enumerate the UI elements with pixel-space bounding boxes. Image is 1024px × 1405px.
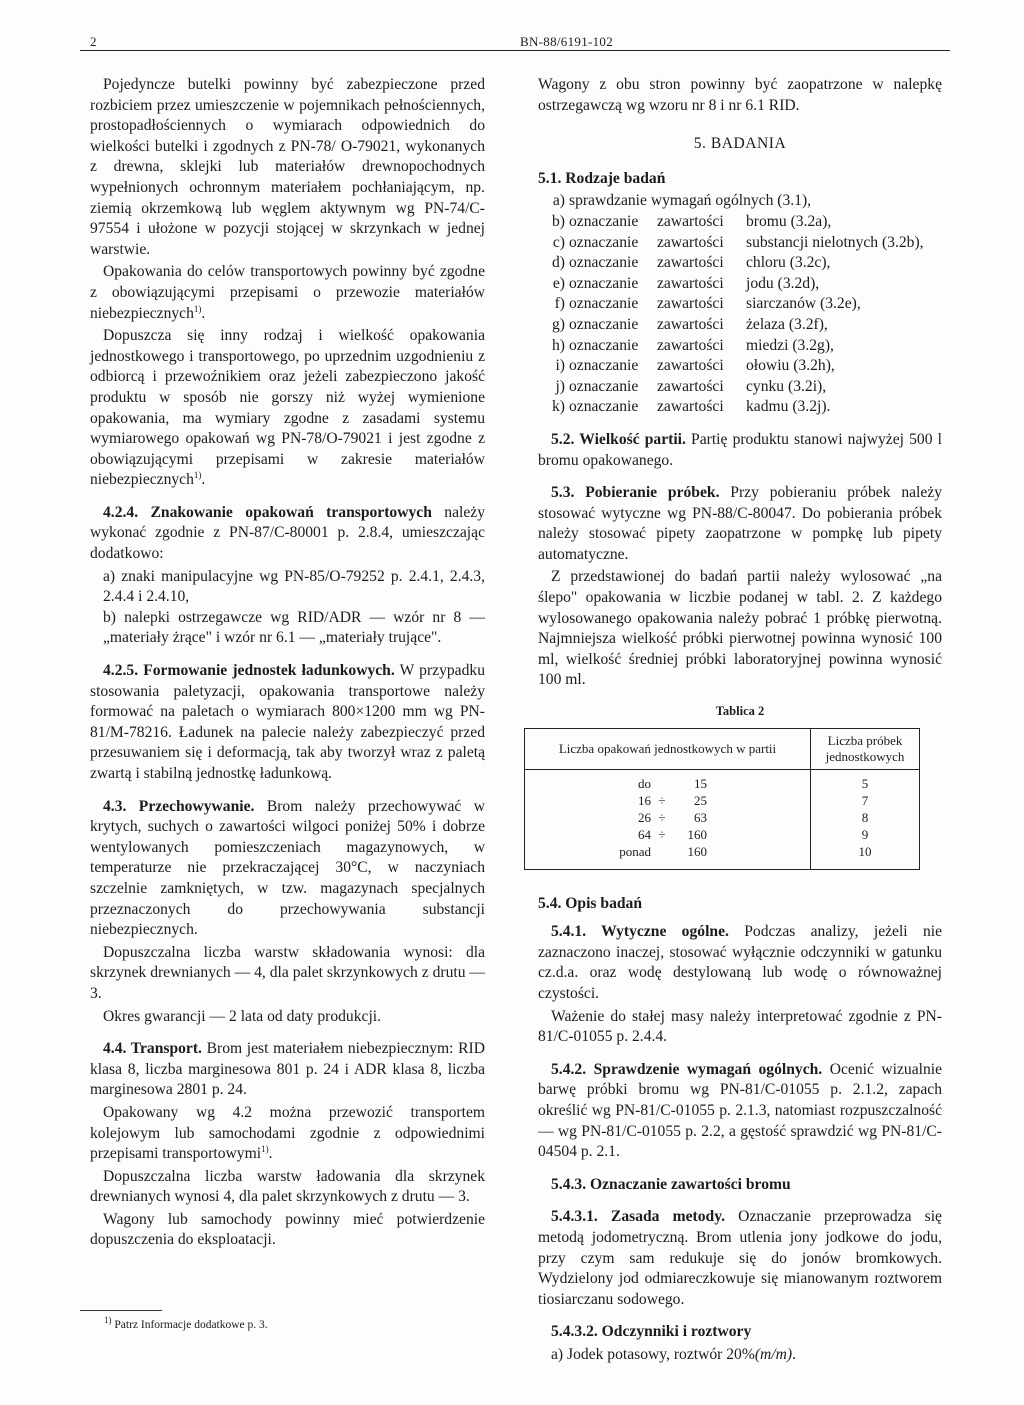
reagent-text: a) Jodek potasowy, roztwór 20%: [551, 1345, 755, 1363]
list-item: [538, 377, 942, 398]
section-heading: 5.4.3.1. Zasada metody.: [551, 1208, 726, 1226]
range-from: do: [638, 775, 651, 791]
table-row: [525, 769, 920, 869]
range-to: 25: [694, 792, 707, 808]
paragraph-transport-rules: Opakowany wg 4.2 można przewozić transportem kolejowym lub samochodami zgodnie z odpowiednimi przepisami transportowymi$^{1)}$.: [90, 1103, 485, 1163]
item-letter: e): [552, 274, 565, 292]
footnote-ref: 1): [261, 1143, 269, 1154]
range-from: 26: [638, 809, 651, 825]
item-mid: zawartości: [657, 357, 724, 375]
lot-range: [525, 776, 810, 793]
section-4-2-5: [90, 661, 485, 785]
section-5-4-2: [538, 1060, 942, 1163]
section-heading: 5.4.3.2. Odczynniki i roztwory: [551, 1323, 752, 1341]
page-header: [80, 30, 950, 51]
range-op: ÷: [658, 826, 666, 842]
item-mid: zawartości: [657, 336, 724, 354]
list-item: [538, 191, 942, 212]
paragraph-weighing: Ważenie do stałej masy należy interpretować zgodnie z PN-81/C-01055 p. 2.4.4.: [538, 1007, 942, 1046]
item-text: bromu (3.2a),: [746, 212, 832, 230]
paragraph-storage-layers: Dopuszczalna liczba warstw składowania wynosi: dla skrzynek drewnianych — 4, dla palet skrzynkowych z drutu — 3.: [90, 943, 485, 1002]
list-item: [538, 397, 942, 418]
item-verb: oznaczanie: [569, 336, 639, 354]
footnote: [104, 1315, 268, 1331]
item-text: miedzi (3.2g),: [746, 336, 834, 354]
paragraph-text: Opakowania do celów transportowych powinny być zgodne z obowiązującymi przepisami o przewozie materiałów niebezpiecznych: [90, 263, 485, 322]
section-text: W przypadku stosowania paletyzacji, opakowania transportowe należy formować na paletach o wymiarach 800×1200 mm wg PN-81/M-78216. Ładunek na palecie należy zabezpieczyć przed przesuwaniem się i deformacją, tak aby tworzył wraz z paletą zwartą i stabilną jednostkę ładunkową.: [90, 662, 485, 782]
list-item: [538, 356, 942, 377]
sample-count: 5: [861, 775, 869, 791]
lot-range: [525, 810, 810, 827]
item-text: jodu (3.2d),: [746, 274, 820, 292]
section-5-4-3-1: [538, 1207, 942, 1310]
item-letter: f): [554, 295, 565, 313]
item-text: żelaza (3.2f),: [746, 315, 828, 333]
section-heading: 4.2.4. Znakowanie opakowań transportowych: [103, 503, 432, 521]
item-letter: c): [552, 233, 565, 251]
section-5-1: [538, 169, 942, 190]
section-5-4-3: [538, 1175, 942, 1196]
list-item: [538, 253, 942, 274]
right-column: [538, 75, 942, 1368]
item-text: sprawdzanie wymagań ogólnych (3.1),: [569, 192, 812, 210]
list-item: b) nalepki ostrzegawcze wg RID/ADR — wzór nr 8 — „materiały żrące" i wzór nr 6.1 — „materiały trujące".: [103, 608, 485, 647]
list-item: a) znaki manipulacyjne wg PN-85/O-79252 p. 2.4.1, 2.4.3, 2.4.4 i 2.4.10,: [103, 567, 485, 606]
paragraph-sampling: Z przedstawionej do badań partii należy wylosować „na ślepo" opakowania w liczbie podanej w tabl. 2. Z każdego wylosowanego opakowania należy pobrać 1 próbkę pierwotną. Najmniejsza wielkość próbki pierwotnej powinna wynosić 100 ml, wielkość średniej próbki laboratoryjnej powinna wynosić 100 ml.: [538, 568, 942, 689]
list-item: [538, 336, 942, 357]
reagent-end: .: [792, 1345, 796, 1363]
section-5-4-1: [538, 922, 942, 1004]
list-item: [538, 212, 942, 233]
range-op: ÷: [658, 809, 666, 825]
sample-count: 8: [861, 809, 869, 825]
section-heading: 5.4. Opis badań: [538, 894, 643, 912]
reagent-item: [538, 1345, 942, 1366]
lot-range: [525, 793, 810, 810]
item-mid: zawartości: [657, 315, 724, 333]
item-text: chloru (3.2c),: [746, 254, 831, 272]
list-item: [538, 315, 942, 336]
section-4-2-4: [90, 503, 485, 565]
document-code: BN-88/6191-102: [520, 34, 614, 49]
samples-cell: [811, 769, 920, 869]
footnote-text: Patrz Informacje dodatkowe p. 3.: [111, 1319, 268, 1331]
sample-count: 10: [858, 843, 872, 859]
item-verb: oznaczanie: [569, 357, 639, 375]
footnote-divider: [80, 1310, 162, 1311]
range-from: 64: [638, 826, 651, 842]
item-verb: oznaczanie: [569, 377, 639, 395]
section-4-3: [90, 797, 485, 941]
range-to: 15: [694, 775, 707, 791]
list-item: [538, 274, 942, 295]
item-verb: oznaczanie: [569, 254, 639, 272]
section-heading: 5.1. Rodzaje badań: [538, 169, 666, 187]
paragraph-text: Dopuszcza się inny rodzaj i wielkość opakowania jednostkowego i transportowego, po uprzednim uzgodnieniu z odbiorcą i przewoźnikiem oraz jeżeli zabezpieczono jakość produktu w sposób nie gorszy niż wyżej wymienione opakowania, ma wymiary zgodne z zasadami systemu wymiarowego opakowań wg PN-78/O-79021 i jest zgodne z obowiązującymi przepisami w zakresie materiałów niebezpiecznych: [90, 327, 485, 489]
section-heading: 5.3. Pobieranie próbek.: [551, 484, 720, 502]
range-to: 160: [687, 826, 707, 842]
item-verb: oznaczanie: [569, 295, 639, 313]
paragraph-bottles: Pojedyncze butelki powinny być zabezpieczone przed rozbiciem przez umieszczenie w pojemnikach pełnościennych, prostopadłościennych o wymiarach odpowiednich do wielkości butelki i zgodnych z PN-78/ O-79021, wykonanych z drewna, sklejki lub materiałów drewnopochodnych wypełnionych ochronnym materiałem pochłaniającym, np. ziemią okrzemkową lub węglem aktywnym wg PN-74/C-97554 i ułożone w pozycji stojącej w skrzynkach w jednej warstwie.: [90, 76, 485, 258]
sample-count: 9: [861, 826, 869, 842]
paragraph-wagon-labels: Wagony z obu stron powinny być zaopatrzone w nalepkę ostrzegawczą wg wzoru nr 8 i nr 6.1 RID.: [538, 76, 942, 114]
test-types-list: [538, 191, 942, 418]
item-mid: zawartości: [657, 295, 724, 313]
item-letter: k): [552, 398, 565, 416]
paragraph-alternative-packaging: Dopuszcza się inny rodzaj i wielkość opakowania jednostkowego i transportowego, po uprzednim uzgodnieniu z odbiorcą i przewoźnikiem oraz jeżeli zabezpieczono jakość produktu w sposób nie gorszy niż wyżej wymienione opakowania, ma wymiary zgodne z zasadami systemu wymiarowego opakowań wg PN-78/O-79021 i jest zgodne z obowiązującymi przepisami w zakresie materiałów niebezpiecznych$^{1)}$.: [90, 327, 485, 489]
section-heading: 5.2. Wielkość partii.: [551, 430, 686, 448]
lot-range: [525, 844, 810, 861]
item-verb: oznaczanie: [569, 212, 639, 230]
paragraph-text: Opakowany wg 4.2 można przewozić transportem kolejowym lub samochodami zgodnie z odpowiednimi przepisami transportowymi: [90, 1103, 485, 1163]
item-text: ołowiu (3.2h),: [746, 357, 835, 375]
section-text: należy wykonać zgodnie z PN-87/C-80001 p. 2.8.4, umieszczając dodatkowo:: [90, 503, 485, 563]
range-to: 160: [687, 843, 707, 859]
item-mid: zawartości: [657, 254, 724, 272]
item-text: cynku (3.2i),: [746, 377, 827, 395]
section-heading: 5.4.1. Wytyczne ogólne.: [551, 923, 729, 941]
footnote-ref: 1): [193, 470, 202, 481]
range-op: ÷: [658, 792, 666, 808]
item-mid: zawartości: [657, 377, 724, 395]
section-5-3: [538, 483, 942, 565]
range-from: 16: [638, 792, 651, 808]
list-item: [538, 294, 942, 315]
item-letter: j): [555, 377, 565, 395]
section-text: Partię produktu stanowi najwyżej 500 l bromu opakowanego.: [538, 430, 942, 469]
column-header: Liczba próbek jednostkowych: [811, 728, 920, 769]
section-text: Brom należy przechowywać w krytych, suchych o zawartości wilgoci poniżej 50% i dobrze wentylowanych pomieszczeniach magazynowych, w temperaturze nie przekraczającej 30°C, w naczyniach szczelnie zamkniętych, w tzw. magazynach specjalnych przeznaczonych do przechowywania substancji niebezpiecznych.: [90, 797, 485, 939]
lot-size-cell: [525, 769, 811, 869]
item-mid: zawartości: [657, 212, 724, 230]
item-letter: a): [552, 192, 565, 210]
range-to: 63: [694, 809, 707, 825]
item-text: siarczanów (3.2e),: [746, 295, 861, 313]
item-letter: d): [552, 254, 565, 272]
section-5-title: 5. BADANIA: [693, 135, 787, 153]
item-text: substancji nielotnych (3.2b),: [746, 233, 924, 251]
reagent-unit: (m/m): [754, 1345, 793, 1363]
section-heading: 5.4.3. Oznaczanie zawartości bromu: [551, 1175, 791, 1193]
item-letter: h): [552, 336, 565, 354]
section-heading: 4.3. Przechowywanie.: [103, 797, 255, 815]
paragraph-warranty: Okres gwarancji — 2 lata od daty produkcji.: [103, 1007, 382, 1025]
section-text: Przy pobieraniu próbek należy stosować wytyczne wg PN-88/C-80047. Do pobierania próbek należy stosować pipety zaopatrzone w pompkę lub pipety automatyczne.: [538, 484, 943, 563]
sample-count: 7: [861, 792, 869, 808]
section-text: Oznaczanie przeprowadza się metodą jodometryczną. Brom utlenia jony jodkowe do jodu, przy czym sam redukuje się do jonów bromkowych. Wydzielony jod odmiareczkowuje się mianowanym roztworem tiosiarczanu sodowego.: [538, 1208, 942, 1308]
page-number: 2: [90, 34, 97, 49]
item-letter: b): [552, 212, 565, 230]
item-verb: oznaczanie: [569, 398, 639, 416]
item-verb: oznaczanie: [569, 315, 639, 333]
section-text: Ocenić wizualnie barwę próbki bromu wg PN-81/C-01055 p. 2.1.2, zapach określić wg PN-81/C-01055 p. 2.1.3, natomiast rozpuszczalność — wg PN-81/C-01055 p. 2.2, a gęstość sprawdzić wg PN-81/C-04504 p. 2.1.: [538, 1060, 943, 1161]
item-mid: zawartości: [657, 274, 724, 292]
marking-list: [90, 567, 485, 649]
section-heading: 4.2.5. Formowanie jednostek ładunkowych.: [103, 662, 395, 680]
list-item: [538, 233, 942, 254]
section-text: Brom jest materiałem niebezpiecznym: RID klasa 8, liczba marginesowa 801 p. 24 i ADR klasa 8, liczba marginesowa 2801 p. 24.: [90, 1040, 485, 1099]
section-5-2: [538, 430, 942, 471]
item-mid: zawartości: [657, 233, 724, 251]
item-letter: i): [555, 357, 565, 375]
footnote-ref: 1): [193, 303, 202, 314]
section-4-4: [90, 1039, 485, 1101]
sample-size-table: [524, 728, 920, 870]
item-letter: g): [552, 315, 565, 333]
item-verb: oznaczanie: [569, 274, 639, 292]
section-5-4-3-2: [538, 1322, 942, 1343]
section-heading: 5.4.2. Sprawdzenie wymagań ogólnych.: [551, 1060, 823, 1078]
paragraph-vehicles: Wagony lub samochody powinny mieć potwierdzenie dopuszczenia do eksploatacji.: [90, 1210, 485, 1249]
table-header-row: [525, 728, 920, 769]
section-5-4: [538, 894, 942, 915]
lot-range: [525, 827, 810, 844]
section-text: Podczas analizy, jeżeli nie zaznaczono inaczej, stosować wyłącznie odczynniki w gatunku cz.d.a. oraz wodę destylowaną lub wodę o równoważnej czystości.: [538, 923, 942, 1002]
left-column: [90, 75, 485, 1253]
table-caption: Tablica 2: [715, 704, 765, 719]
item-mid: zawartości: [657, 398, 724, 416]
column-header: Liczba opakowań jednostkowych w partii: [525, 728, 811, 769]
section-heading: 4.4. Transport.: [103, 1040, 202, 1058]
item-text: kadmu (3.2j).: [746, 398, 831, 416]
paragraph-loading-layers: Dopuszczalna liczba warstw ładowania dla skrzynek drewnianych wynosi 4, dla palet skrzynkowych z drutu — 3.: [90, 1167, 485, 1206]
footnote-mark: 1): [104, 1315, 112, 1326]
item-verb: oznaczanie: [569, 233, 639, 251]
range-from: ponad: [619, 843, 651, 859]
paragraph-transport-packaging: Opakowania do celów transportowych powinny być zgodne z obowiązującymi przepisami o przewozie materiałów niebezpiecznych$^{1)}$.: [90, 263, 485, 322]
